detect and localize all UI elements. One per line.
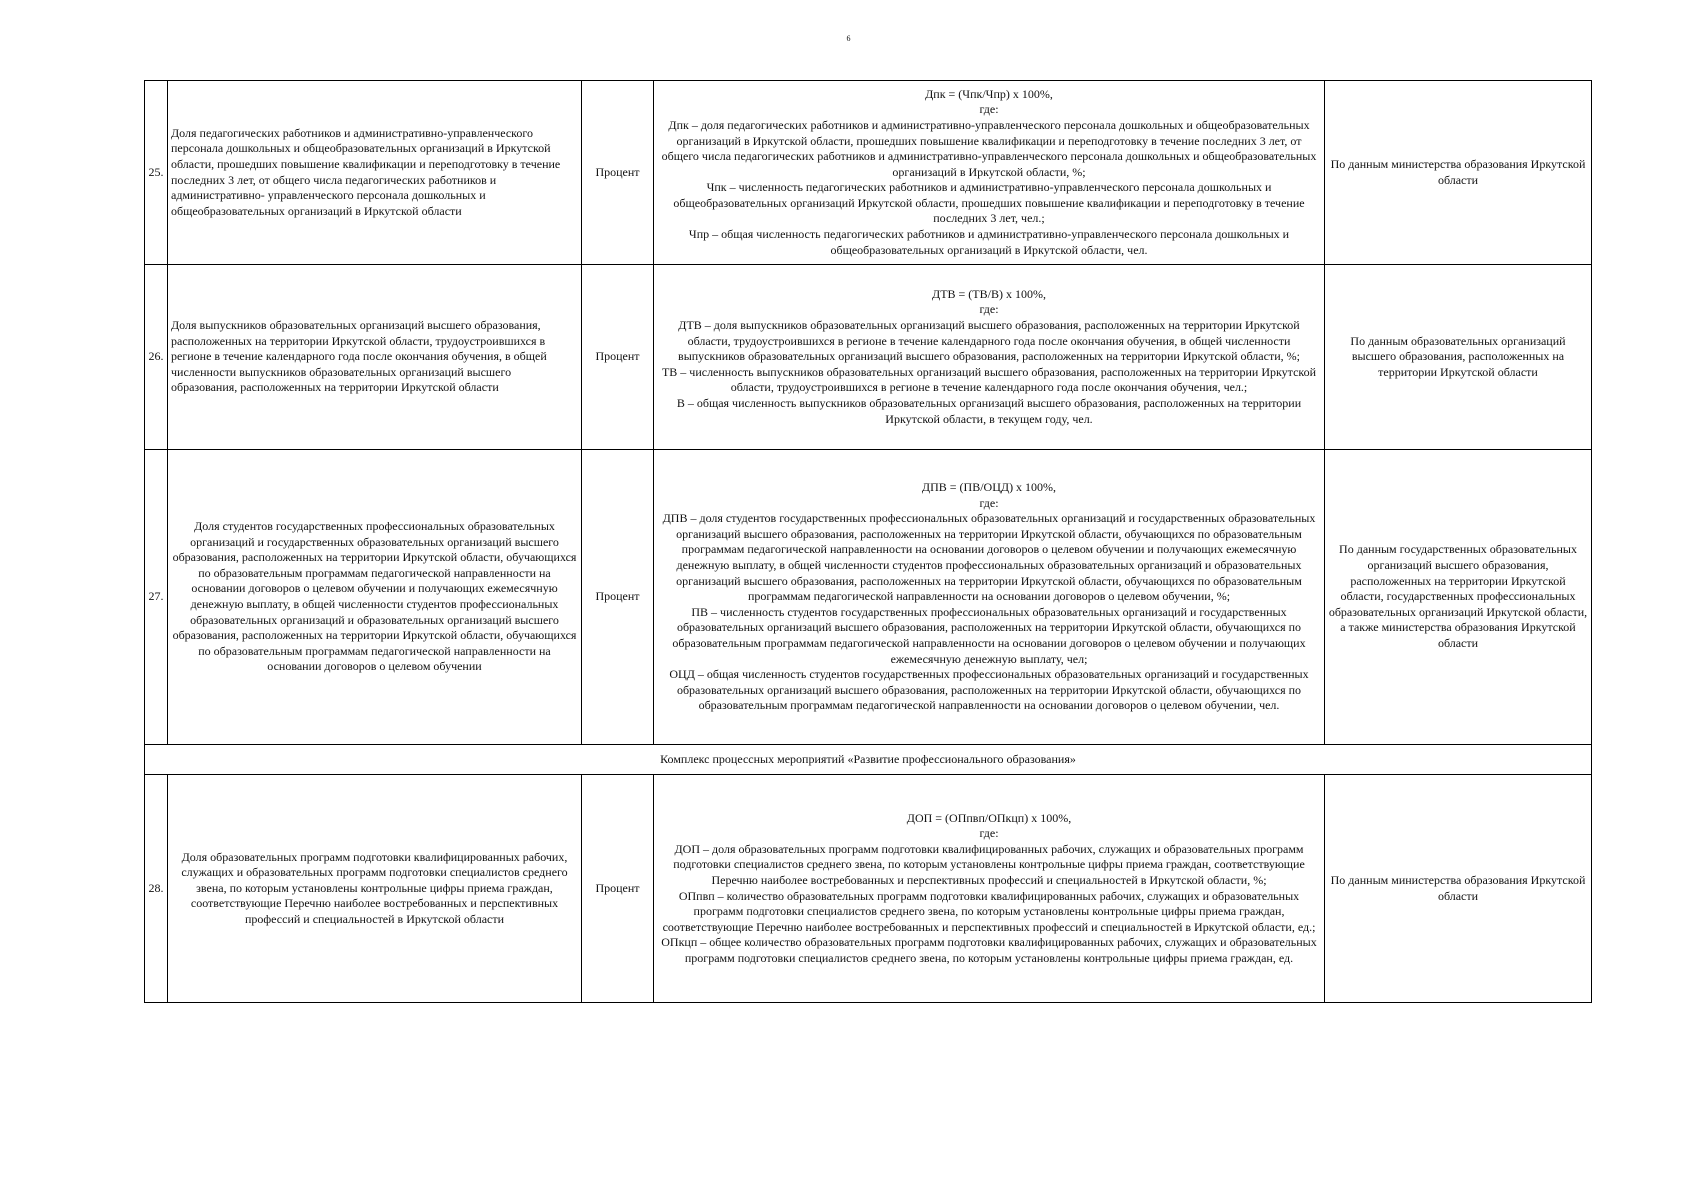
formula-expression: Дпк = (Чпк/Чпр) х 100%, (925, 86, 1053, 101)
formula-definition: В – общая численность выпускников образовательных организаций высшего образования, расположенных на территории Иркутской области, в текущем году, чел. (676, 395, 1302, 426)
table-row (145, 450, 1592, 745)
calculation-formula (654, 81, 1325, 265)
formula-definition: Дпк – доля педагогических работников и административно-управленческого персонала дошкольных и общеобразовательных организаций в Иркутской области, прошедших повышение квалификации и переподготовку в течение последних 3 лет, от общего числа педагогических работников и административно-управленческого персонала дошкольных и общеобразовательных организаций в Иркутской области, %; (661, 117, 1317, 179)
indicator-name: Доля выпускников образовательных организаций высшего образования, расположенных на территории Иркутской области, трудоустроившихся в регионе в течение календарного года после окончания обучения, в общей численности выпускников образовательных организаций высшего образования, расположенных на территории Иркутской области (168, 265, 582, 450)
data-source: По данным государственных образовательных организаций высшего образования, расположенных на территории Иркутской области, государственных профессиональных образовательных организаций Иркутской области, а также министерства образования Иркутской области (1325, 450, 1592, 745)
unit-of-measure: Процент (582, 775, 654, 1003)
formula-definition: ДОП – доля образовательных программ подготовки квалифицированных рабочих, служащих и образовательных программ подготовки специалистов среднего звена, по которым установлены контрольные цифры приема граждан, соответствующие Перечню наиболее востребованных и перспективных профессий и специальностей в Иркутской области, %; (673, 841, 1305, 887)
indicator-name: Доля студентов государственных профессиональных образовательных организаций и государственных образовательных организаций высшего образования, расположенных на территории Иркутской области, обучающихся по образовательным программам педагогической направленности на основании договоров о целевом обучении и получающих ежемесячную денежную выплату, в общей численности студентов профессиональных образовательных организаций и образовательных организаций высшего образования, расположенных на территории Иркутской области, обучающихся по образовательным программам педагогической направленности на основании договоров о целевом обучении (168, 450, 582, 745)
indicator-name: Доля педагогических работников и административно-управленческого персонала дошкольных и общеобразовательных организаций в Иркутской области, прошедших повышение квалификации и переподготовку в течение последних 3 лет, от общего числа педагогических работников и административно- управленческого персонала дошкольных и общеобразовательных организаций в Иркутской области (168, 81, 582, 265)
indicator-name: Доля образовательных программ подготовки квалифицированных рабочих, служащих и образовательных программ подготовки специалистов среднего звена, по которым установлены контрольные цифры приема граждан, соответствующие Перечню наиболее востребованных и перспективных профессий и специальностей в Иркутской области (168, 775, 582, 1003)
formula-expression: ДПВ = (ПВ/ОЦД) х 100%, (921, 480, 1057, 495)
formula-definition: ДТВ – доля выпускников образовательных организаций высшего образования, расположенных на территории Иркутской области, трудоустроившихся в регионе в течение календарного года после окончания обучения, в общей численности выпускников образовательных организаций высшего образования, расположенных на территории Иркутской области, %; (678, 318, 1300, 364)
formula-expression: ДОП = (ОПпвп/ОПкцп) х 100%, (906, 810, 1072, 825)
formula-where: где: (979, 102, 999, 117)
formula-definition: Чпр – общая численность педагогических работников и административно-управленческого персонала дошкольных и общеобразовательных организаций в Иркутской области, чел. (688, 227, 1290, 257)
calculation-formula (654, 775, 1325, 1003)
unit-of-measure: Процент (582, 450, 654, 745)
data-source: По данным образовательных организаций высшего образования, расположенных на территории Иркутской области (1325, 265, 1592, 450)
row-number: 27. (145, 450, 168, 745)
data-source: По данным министерства образования Иркутской области (1325, 81, 1592, 265)
row-number: 28. (145, 775, 168, 1003)
calculation-formula (654, 450, 1325, 745)
formula-definition: Чпк – численность педагогических работников и административно-управленческого персонала дошкольных и общеобразовательных организаций Иркутской области, прошедших повышение квалификации и переподготовку в течение последних 3 лет, чел.; (673, 180, 1305, 226)
unit-of-measure: Процент (582, 81, 654, 265)
formula-expression: ДТВ = (ТВ/В) х 100%, (932, 286, 1046, 301)
table-row (145, 265, 1592, 450)
section-title: Комплекс процессных мероприятий «Развитие профессионального образования» (145, 745, 1592, 775)
indicators-table (144, 80, 1592, 1003)
formula-definition: ТВ – численность выпускников образовательных организаций высшего образования, расположенных на территории Иркутской области, трудоустроившихся в регионе в течение календарного года после окончания обучения, чел.; (661, 364, 1317, 395)
formula-where: где: (979, 826, 999, 841)
formula-where: где: (979, 495, 999, 510)
page-number: 6 (846, 34, 851, 43)
row-number: 26. (145, 265, 168, 450)
formula-definition: ПВ – численность студентов государственных профессиональных образовательных организаций и государственных образовательных организаций высшего образования, расположенных на территории Иркутской области, обучающихся по образовательным программам педагогической направленности на основании договоров о целевом обучении и получающих ежемесячную денежную выплату, чел; (672, 604, 1306, 666)
table-row (145, 81, 1592, 265)
table-row (145, 775, 1592, 1003)
formula-definition: ОЦД – общая численность студентов государственных профессиональных образовательных организаций и государственных образовательных организаций высшего образования, расположенных на территории Иркутской области, обучающихся по образовательным программам педагогической направленности на основании договоров о целевом обучении, чел. (669, 667, 1309, 713)
unit-of-measure: Процент (582, 265, 654, 450)
section-row (145, 745, 1592, 775)
calculation-formula (654, 265, 1325, 450)
formula-definition: ОПкцп – общее количество образовательных программ подготовки квалифицированных рабочих, служащих и образовательных программ подготовки специалистов среднего звена, по которым установлены контрольные цифры приема граждан, ед. (661, 935, 1317, 965)
formula-definition: ОПпвп – количество образовательных программ подготовки квалифицированных рабочих, служащих и образовательных программ подготовки специалистов среднего звена, по которым установлены контрольные цифры приема граждан, соответствующие Перечню наиболее востребованных и перспективных профессий и специальностей в Иркутской области, ед.; (662, 888, 1316, 934)
row-number: 25. (145, 81, 168, 265)
data-source: По данным министерства образования Иркутской области (1325, 775, 1592, 1003)
formula-where: где: (979, 302, 999, 317)
formula-definition: ДПВ – доля студентов государственных профессиональных образовательных организаций и государственных образовательных организаций высшего образования, расположенных на территории Иркутской области, обучающихся по образовательным программам педагогической направленности на основании договоров о целевом обучении и получающих ежемесячную денежную выплату, в общей численности студентов профессиональных образовательных организаций и образовательных организаций высшего образования, расположенных на территории Иркутской области, обучающихся по образовательным программам педагогической направленности на основании договоров о целевом обучении, %; (662, 511, 1316, 604)
